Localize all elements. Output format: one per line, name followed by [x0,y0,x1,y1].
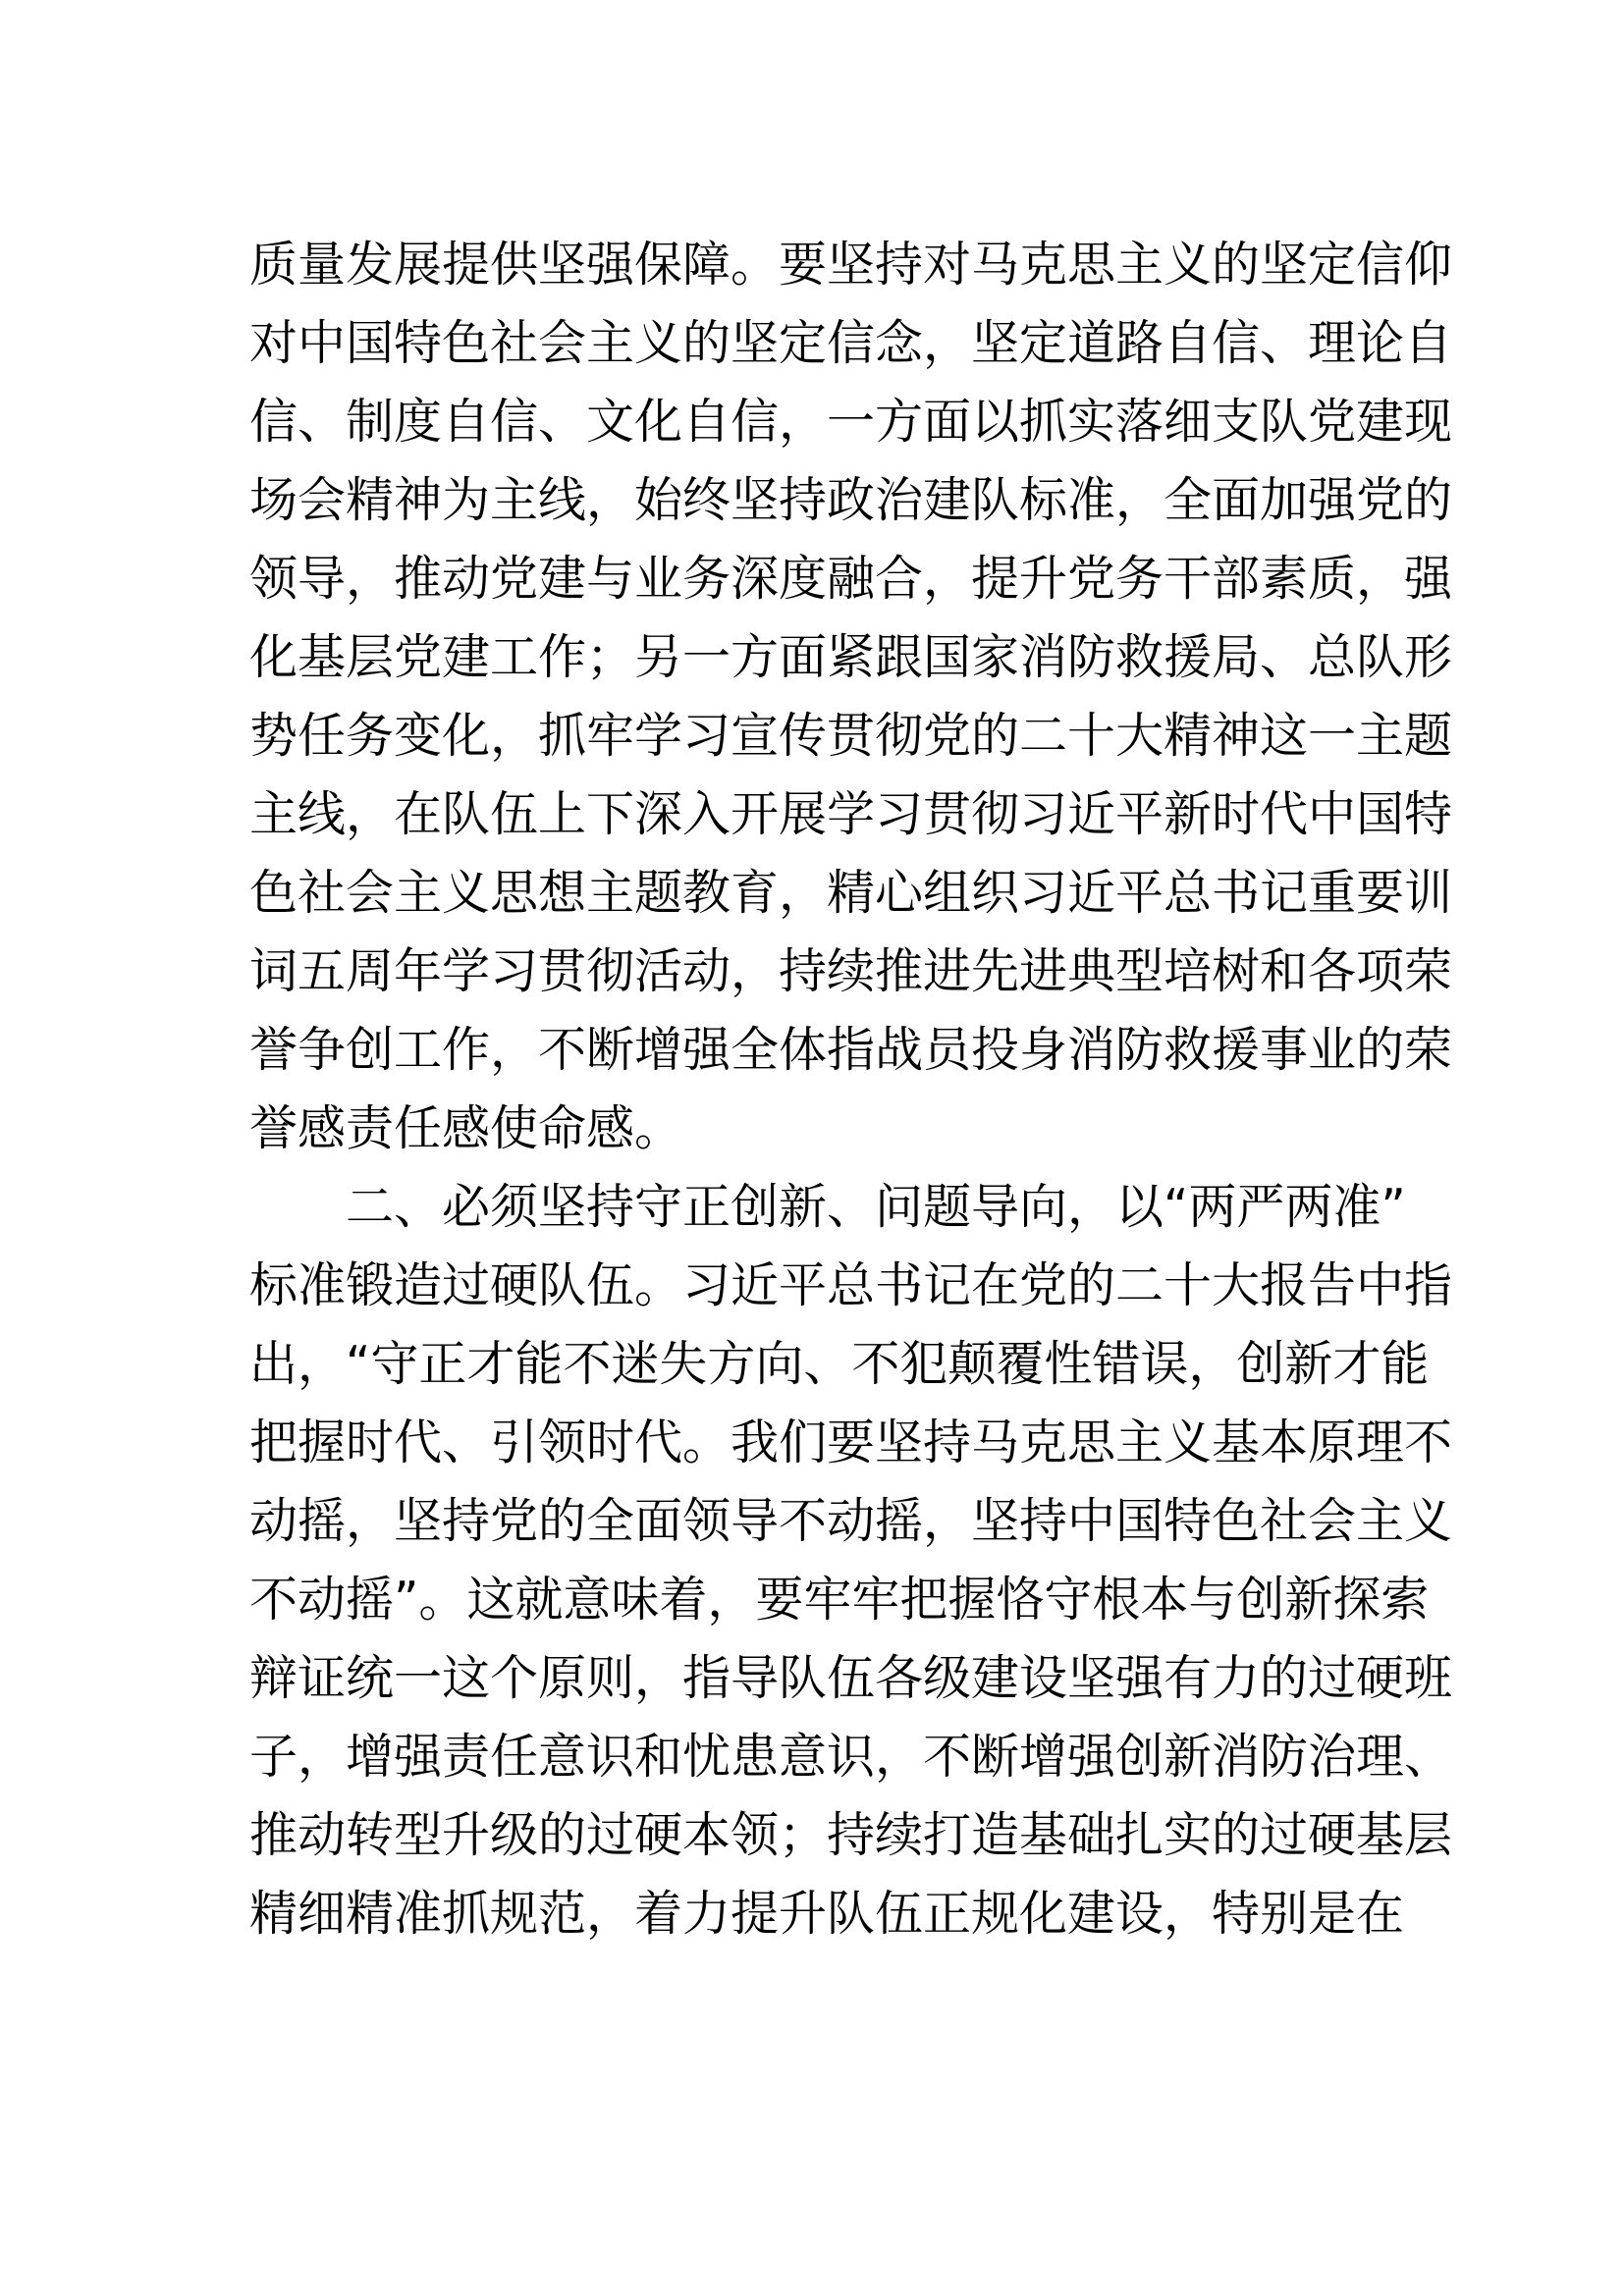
text-line: 化基层党建工作；另一方面紧跟国家消防救援局、总队形 [249,629,1453,685]
text-line: 场会精神为主线，始终坚持政治建队标准，全面加强党的 [249,472,1453,528]
text-line: 领导，推动党建与业务深度融合，提升党务干部素质，强 [249,551,1453,607]
text-line: 势任务变化，抓牢学习宣传贯彻党的二十大精神这一主题 [249,708,1453,764]
document-body [249,226,1453,1953]
text-line: 誉感责任感使命感。 [249,1100,683,1156]
text-line: 标准锻造过硬队伍。习近平总书记在党的二十大报告中指 [249,1257,1453,1313]
text-line: 辩证统一这个原则，指导队伍各级建设坚强有力的过硬班 [249,1650,1453,1706]
text-line: 子，增强责任意识和忧患意识，不断增强创新消防治理、 [249,1729,1453,1785]
text-line: 主线，在队伍上下深入开展学习贯彻习近平新时代中国特 [249,786,1453,842]
text-line: 不动摇”。这就意味着，要牢牢把握恪守根本与创新探索 [249,1572,1430,1628]
text-line: 动摇，坚持党的全面领导不动摇，坚持中国特色社会主义 [249,1493,1453,1549]
text-line: 推动转型升级的过硬本领；持续打造基础扎实的过硬基层 [249,1807,1453,1863]
text-line: 信、制度自信、文化自信，一方面以抓实落细支队党建现 [249,394,1453,450]
text-line: 出，“守正才能不迷失方向、不犯颠覆性错误，创新才能 [249,1336,1430,1392]
text-line: 色社会主义思想主题教育，精心组织习近平总书记重要训 [249,865,1453,921]
text-line: 词五周年学习贯彻活动，持续推进先进典型培树和各项荣 [249,943,1453,999]
text-line: 对中国特色社会主义的坚定信念，坚定道路自信、理论自 [249,315,1453,371]
text-line: 精细精准抓规范，着力提升队伍正规化建设，特别是在 [249,1886,1405,1942]
section-heading-line: 二、必须坚持守正创新、问题导向，以“两严两准” [346,1179,1406,1235]
text-line: 把握时代、引领时代。我们要坚持马克思主义基本原理不 [249,1415,1453,1470]
text-line: 誉争创工作，不断增强全体指战员投身消防救援事业的荣 [249,1022,1453,1078]
text-line: 质量发展提供坚强保障。要坚持对马克思主义的坚定信仰 [249,237,1453,293]
